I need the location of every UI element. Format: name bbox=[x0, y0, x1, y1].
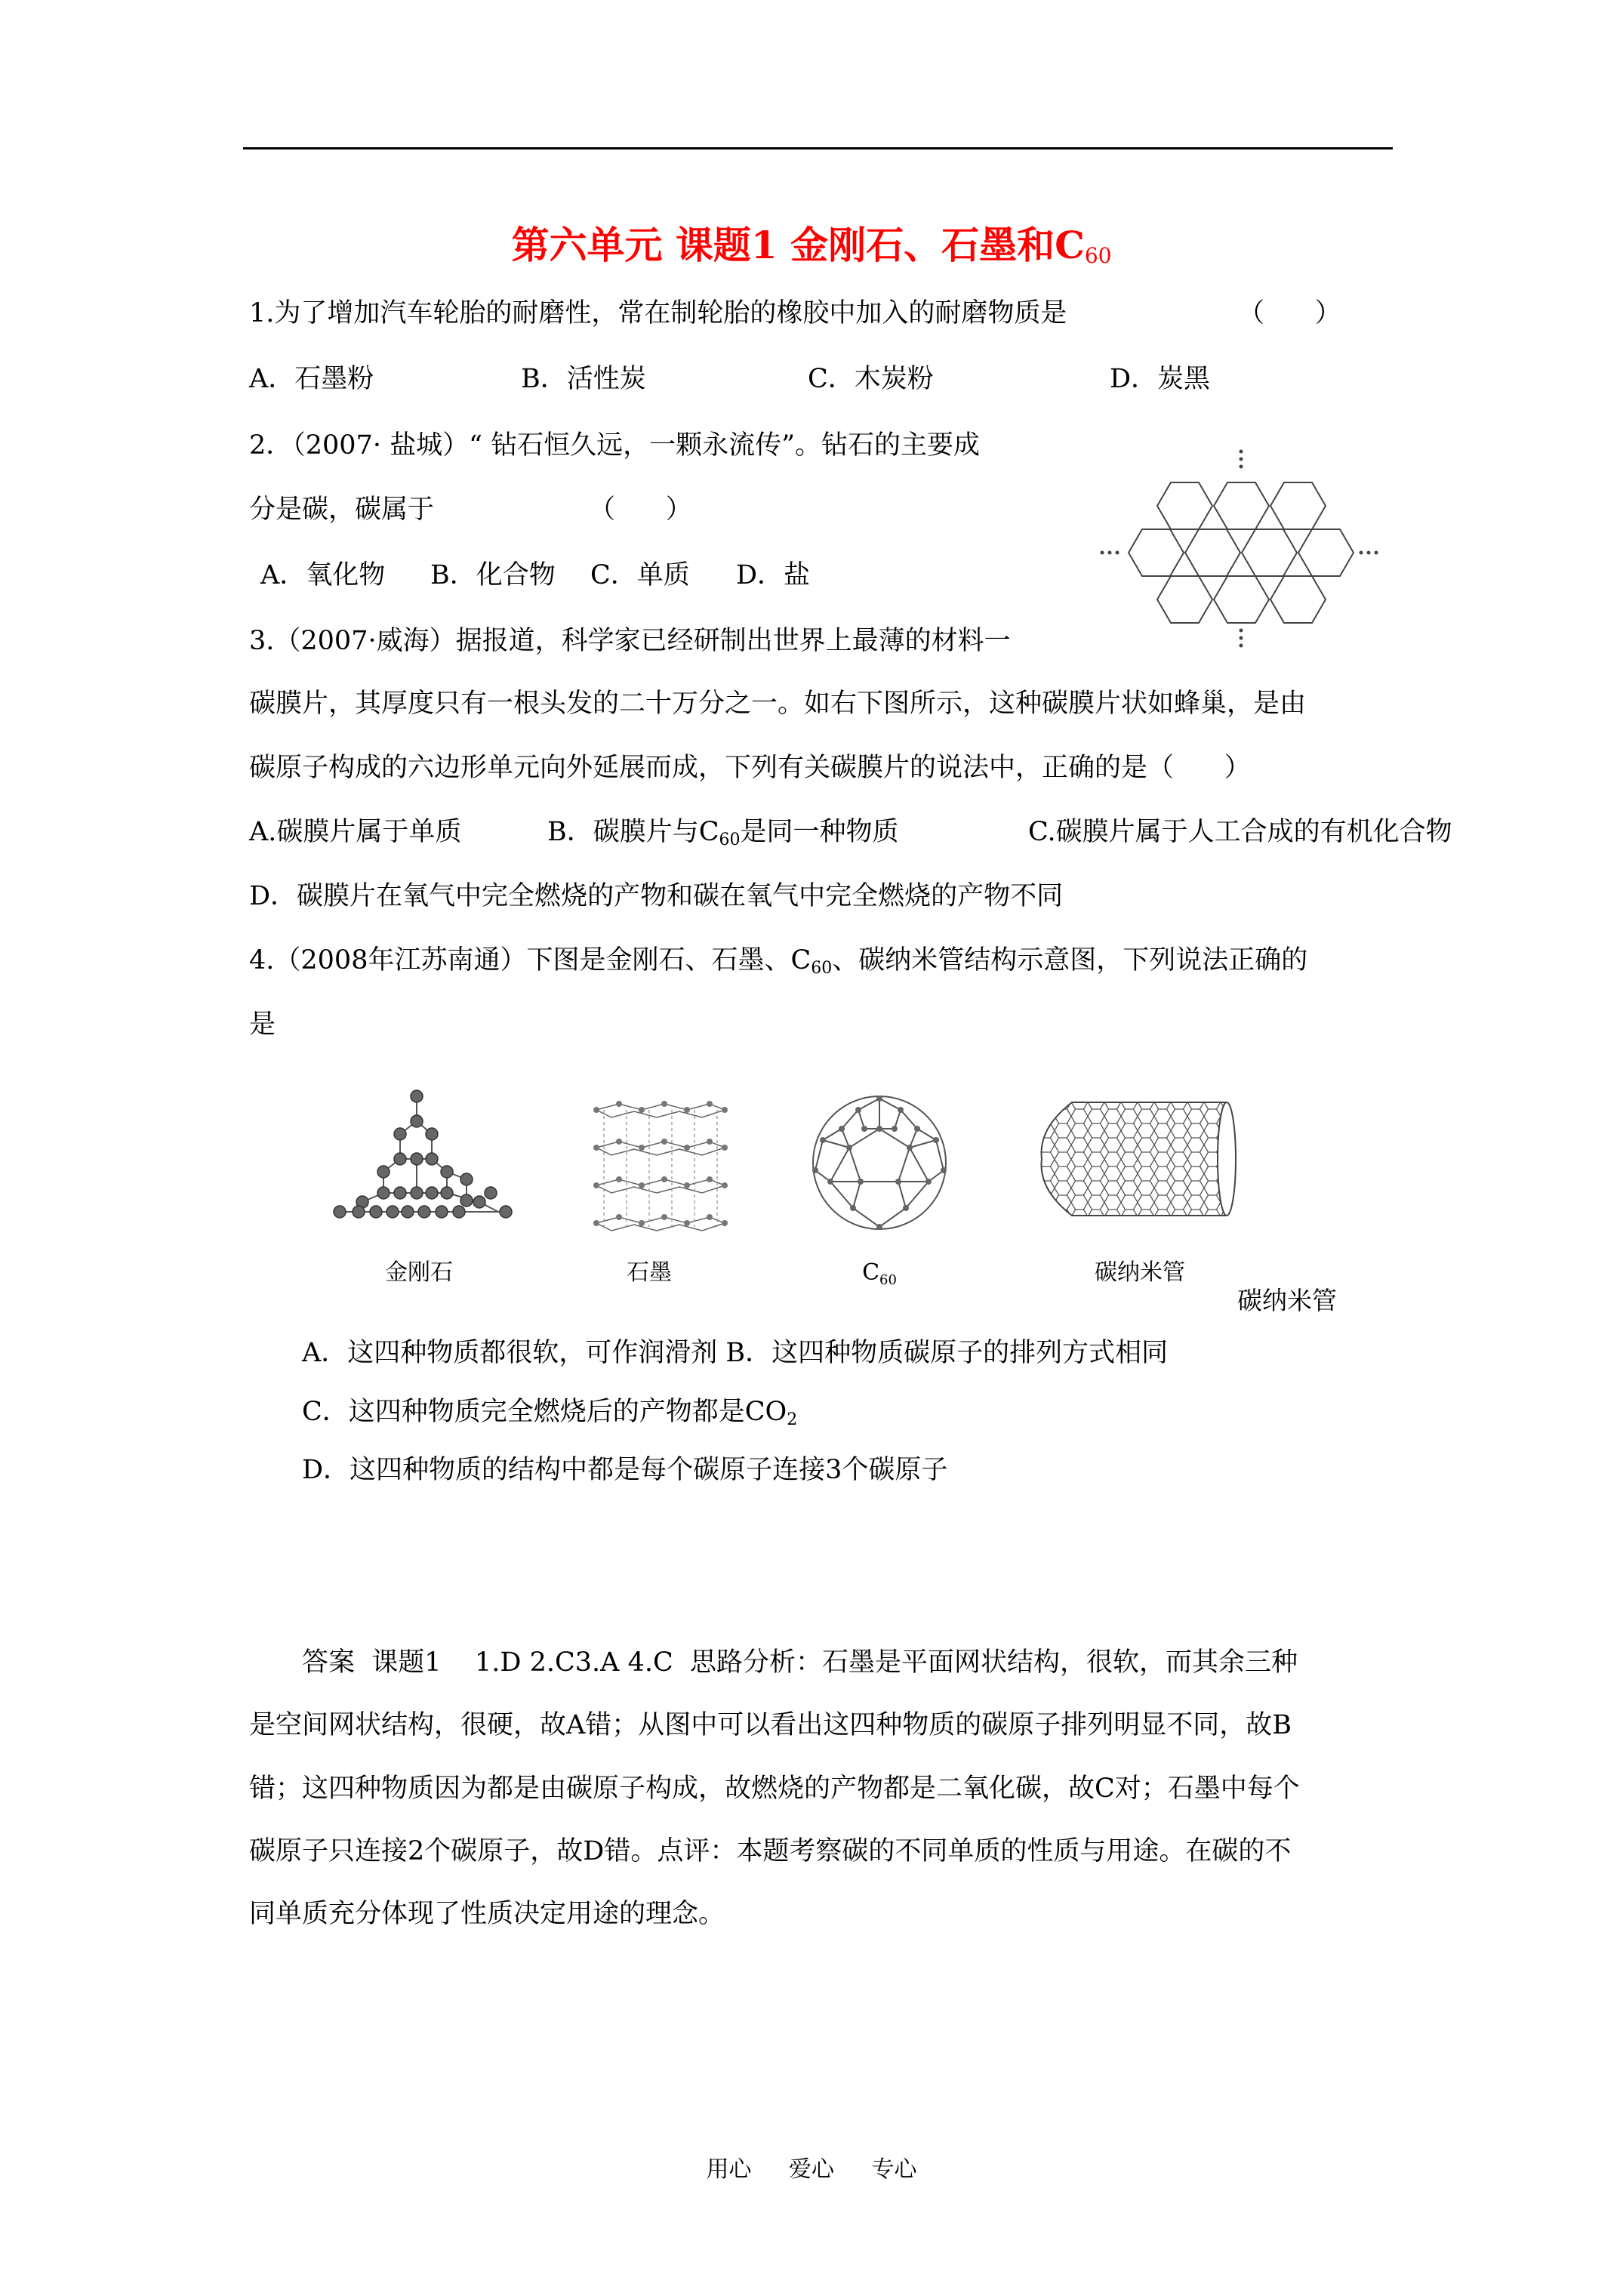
graphite-structure-figure bbox=[589, 1095, 732, 1246]
q3-stem-3: 碳原子构成的六边形单元向外延展而成，下列有关碳膜片的说法中，正确的是（ ） bbox=[249, 753, 1251, 783]
q3-stem-2: 碳膜片，其厚度只有一根头发的二十万分之一。如右下图所示，这种碳膜片状如蜂巢，是由 bbox=[249, 689, 1307, 719]
page-title: 第六单元 课题1 金刚石、石墨和$C_{60}$ bbox=[511, 223, 1112, 268]
answer-line-2: 是空间网状结构，很硬，故A错；从图中可以看出这四种物质的碳原子排列明显不同，故B bbox=[249, 1710, 1292, 1740]
q3-option-a: A.碳膜片属于单质 bbox=[249, 817, 462, 847]
q4-option-a: A．这四种物质都很软，可作润滑剂 B．这四种物质碳原子的排列方式相同 bbox=[302, 1338, 1169, 1368]
q2-stem-2: 分是碳，碳属于 bbox=[249, 495, 435, 525]
honeycomb-figure bbox=[1117, 445, 1366, 649]
q2-bracket: （ ） bbox=[589, 495, 692, 525]
q3-option-d: D．碳膜片在氧气中完全燃烧的产物和碳在氧气中完全燃烧的产物不同 bbox=[249, 881, 1064, 911]
q3-stem-1: 3.（2007·威海）据报道，科学家已经研制出世界上最薄的材料一 bbox=[249, 626, 1011, 656]
c60-structure-figure bbox=[804, 1087, 955, 1238]
answer-line-5: 同单质充分体现了性质决定用途的理念。 bbox=[249, 1899, 725, 1929]
q1-stem: 1.为了增加汽车轮胎的耐磨性，常在制轮胎的橡胶中加入的耐磨物质是 bbox=[249, 298, 1067, 328]
caption-graphite: 石墨 bbox=[627, 1259, 672, 1286]
nanotube-structure-figure bbox=[1038, 1095, 1234, 1227]
q1-bracket: （ ） bbox=[1238, 298, 1341, 328]
q1-option-c: C．木炭粉 bbox=[808, 364, 934, 394]
answer-line-4: 碳原子只连接2个碳原子，故D错。点评：本题考察碳的不同单质的性质与用途。在碳的不 bbox=[249, 1836, 1292, 1866]
q3-option-b: B．碳膜片与$C_{60}$是同一种物质 bbox=[547, 817, 899, 849]
answer-line-1: 答案 课题1 1.D 2.C3.A 4.C 思路分析：石墨是平面网状结构，很软，而其余三种 bbox=[302, 1647, 1298, 1678]
q2-option-c: C．单质 bbox=[590, 560, 690, 590]
diamond-structure-figure bbox=[332, 1087, 521, 1238]
caption-nanotube-extra: 碳纳米管 bbox=[1237, 1286, 1337, 1315]
q1-option-d: D．炭黑 bbox=[1110, 364, 1211, 394]
page-footer: 用心 爱心 专心 bbox=[706, 2156, 917, 2183]
q4-stem-1: 4.（2008年江苏南通）下图是金刚石、石墨、$C_{60}$、碳纳米管结构示意图，下列说法正确的 bbox=[249, 945, 1308, 978]
q2-option-a: A．氧化物 bbox=[260, 560, 386, 590]
q3-option-c: C.碳膜片属于人工合成的有机化合物 bbox=[1028, 817, 1452, 847]
q4-stem-2: 是 bbox=[249, 1009, 276, 1040]
q2-stem: 2．（2007· 盐城）“ 钻石恒久远，一颗永流传”。钻石的主要成 bbox=[249, 430, 981, 461]
q4-option-c: C．这四种物质完全燃烧后的产物都是$CO_2$ bbox=[302, 1397, 798, 1429]
caption-c60: $C_{60}$ bbox=[862, 1259, 897, 1288]
q1-option-a: A．石墨粉 bbox=[249, 364, 374, 394]
q4-option-d: D．这四种物质的结构中都是每个碳原子连接3个碳原子 bbox=[302, 1455, 948, 1485]
q2-option-d: D．盐 bbox=[736, 560, 811, 590]
q2-option-b: B．化合物 bbox=[430, 560, 556, 590]
caption-diamond: 金刚石 bbox=[385, 1259, 453, 1286]
caption-nanotube: 碳纳米管 bbox=[1095, 1259, 1185, 1286]
header-rule bbox=[243, 147, 1393, 149]
q1-option-b: B．活性炭 bbox=[521, 364, 646, 394]
answer-line-3: 错；这四种物质因为都是由碳原子构成，故燃烧的产物都是二氧化碳，故C对；石墨中每个 bbox=[249, 1774, 1300, 1804]
